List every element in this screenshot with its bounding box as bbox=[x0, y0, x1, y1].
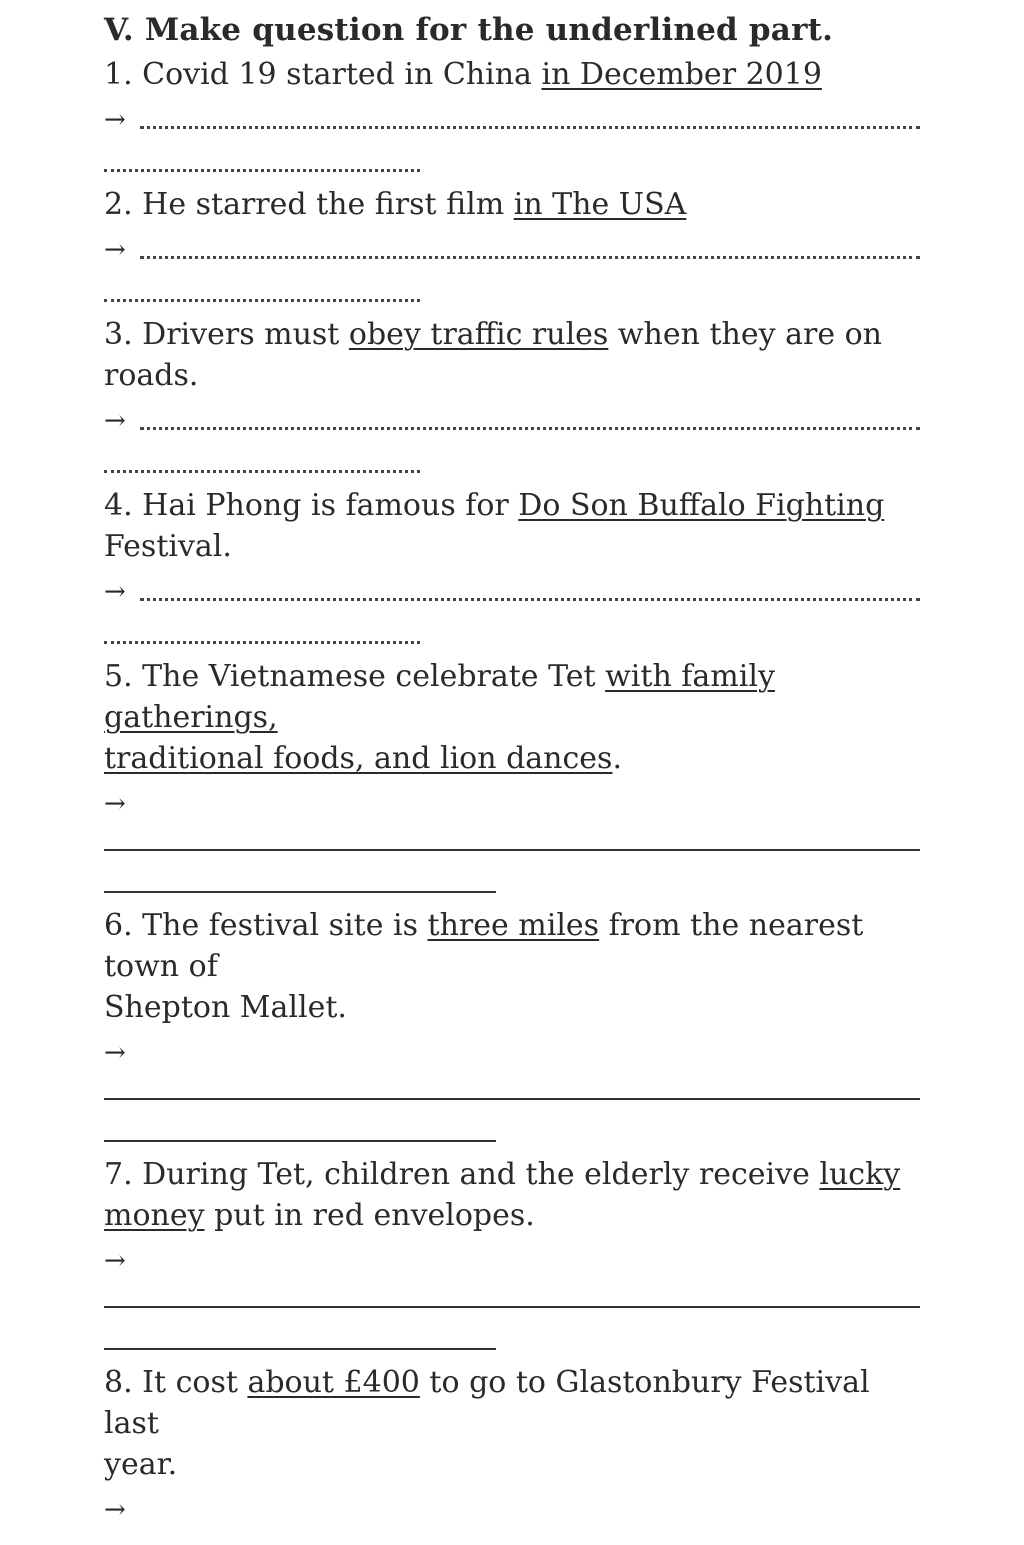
answer-line[interactable] bbox=[104, 1296, 920, 1308]
answer-line-short[interactable] bbox=[104, 1308, 496, 1350]
answer-arrow bbox=[104, 1485, 934, 1545]
answer-line-short[interactable] bbox=[104, 851, 496, 893]
answer-line[interactable] bbox=[104, 1088, 920, 1100]
arrow-icon: → bbox=[104, 789, 126, 819]
dotted-line-short[interactable] bbox=[104, 436, 420, 473]
dotted-line bbox=[140, 572, 920, 601]
question-text: 1. Covid 19 started in China bbox=[104, 57, 542, 92]
question-text: when they are on roads. bbox=[104, 317, 883, 393]
underlined-part: with family gatherings, bbox=[104, 659, 775, 735]
question-8 bbox=[104, 1362, 934, 1444]
underlined-part: obey traffic rules bbox=[348, 317, 609, 352]
dotted-line bbox=[140, 401, 920, 430]
dotted-line-short[interactable] bbox=[104, 135, 420, 172]
arrow-icon: → bbox=[104, 406, 126, 436]
question-text: 2. He starred the first film bbox=[104, 187, 514, 222]
answer-arrow bbox=[104, 1028, 934, 1088]
question-text: 6. The festival site is bbox=[104, 908, 428, 943]
arrow-icon: → bbox=[104, 235, 126, 265]
answer-line[interactable] bbox=[104, 839, 920, 851]
answer-line-short[interactable] bbox=[104, 1100, 496, 1142]
arrow-icon: → bbox=[104, 1495, 126, 1525]
question-6-line-2 bbox=[104, 987, 934, 1028]
question-text: put in red envelopes. bbox=[204, 1198, 535, 1233]
answer-arrow bbox=[104, 779, 934, 839]
question-text: . bbox=[612, 741, 622, 776]
underlined-part: three miles bbox=[427, 908, 600, 943]
arrow-icon: → bbox=[104, 105, 126, 135]
underlined-part: traditional foods, and lion dances bbox=[104, 741, 613, 776]
question-text: year. bbox=[104, 1447, 178, 1482]
arrow-icon: → bbox=[104, 577, 126, 607]
question-4-line-2 bbox=[104, 526, 934, 567]
worksheet bbox=[104, 10, 934, 1545]
question-6 bbox=[104, 905, 934, 987]
question-1 bbox=[104, 54, 934, 95]
question-text: 7. During Tet, children and the elderly receive bbox=[104, 1157, 820, 1192]
underlined-part: about £400 bbox=[247, 1365, 420, 1400]
answer-line[interactable] bbox=[104, 567, 934, 607]
answer-arrow bbox=[104, 1236, 934, 1296]
underlined-part: money bbox=[104, 1198, 205, 1233]
question-text: 4. Hai Phong is famous for bbox=[104, 488, 519, 523]
question-text: 5. The Vietnamese celebrate Tet bbox=[104, 659, 606, 694]
question-7 bbox=[104, 1154, 934, 1195]
question-2 bbox=[104, 184, 934, 225]
answer-line[interactable] bbox=[104, 225, 934, 265]
question-text: 3. Drivers must bbox=[104, 317, 349, 352]
question-text: 8. It cost bbox=[104, 1365, 248, 1400]
dotted-line-short[interactable] bbox=[104, 607, 420, 644]
arrow-icon: → bbox=[104, 1038, 126, 1068]
underlined-part: in December 2019 bbox=[541, 57, 822, 92]
arrow-icon: → bbox=[104, 1246, 126, 1276]
question-text: Shepton Mallet. bbox=[104, 990, 347, 1025]
question-5-line-2 bbox=[104, 738, 934, 779]
underlined-part: lucky bbox=[819, 1157, 901, 1192]
dotted-line bbox=[140, 100, 920, 129]
question-text: from the nearest town of bbox=[104, 908, 864, 984]
question-7-line-2 bbox=[104, 1195, 934, 1236]
underlined-part: in The USA bbox=[513, 187, 687, 222]
dotted-line-short[interactable] bbox=[104, 265, 420, 302]
answer-line[interactable] bbox=[104, 95, 934, 135]
dotted-line bbox=[140, 230, 920, 259]
exercise-title: V. Make question for the underlined part. bbox=[104, 12, 834, 48]
question-text: to go to Glastonbury Festival last bbox=[104, 1365, 870, 1441]
question-8-line-2 bbox=[104, 1444, 934, 1485]
question-4 bbox=[104, 485, 934, 526]
question-5 bbox=[104, 656, 934, 738]
question-text: Festival. bbox=[104, 529, 232, 564]
underlined-part: Do Son Buffalo Fighting bbox=[518, 488, 885, 523]
answer-line[interactable] bbox=[104, 396, 934, 436]
question-3 bbox=[104, 314, 934, 396]
